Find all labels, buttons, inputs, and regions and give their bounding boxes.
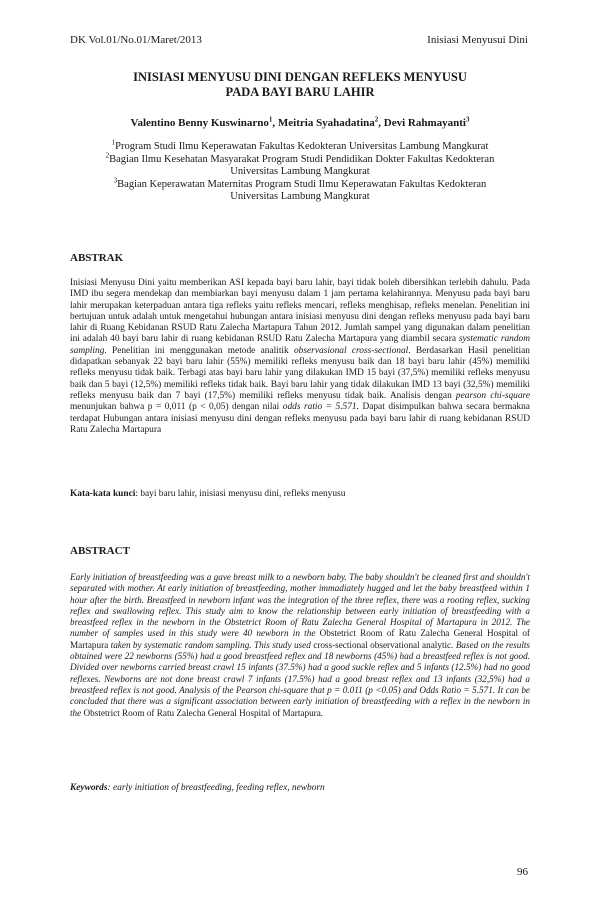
affiliation-mark: 1 — [111, 138, 116, 147]
keywords-line — [70, 783, 530, 793]
affiliation-mark: 3 — [113, 176, 118, 184]
abstrak-italic: odds ratio = 5.571. — [282, 402, 359, 413]
author-separator: , — [272, 117, 278, 129]
affiliation-text: Bagian Ilmu Kesehatan Masyarakat Program Studi Pendidikan Dokter Fakultas Kedokteran Universitas Lambung Mangkurat — [109, 153, 495, 177]
author-affil-mark: 3 — [465, 115, 470, 124]
affiliation-mark: 2 — [105, 151, 110, 159]
abstract-upright: Obstetrict Room of Ratu Zalecha General Hospital of Martapura — [83, 707, 321, 718]
author-separator: , — [378, 117, 384, 129]
abstract-text: . — [320, 707, 324, 718]
author-name: Valentino Benny Kuswinarno — [130, 117, 269, 129]
keywords-text: : early initiation of breastfeeding, feeding reflex, newborn — [107, 783, 325, 793]
abstrak-text: . Berdasarkan Hasil penelitian didapatkan sebanyak 22 bayi baru lahir (55%) memiliki refleks menyusu baik dan 18 bayi baru lahir (45%) memiliki refleks menyusu tidak baik. Terbagi atas bayi baru lahir yang dilakukan IMD 15 bayi (37,5%) memiliki refleks menyusu baik dan 5 bayi (12,5%) memiliki refleks tidak baik. Bayi baru lahir yang tidak dilakukan IMD 13 bayi (32,5%) memiliki refleks menyusu baik dan 7 bayi (17,5%) memiliki refleks menyusu tidak baik. Analisis dengan — [70, 345, 530, 401]
abstrak-text: Dapat disimpulkan bahwa secara bermakna terdapat Hubungan antara inisiasi menyusu dini dengan refleks menyusu pada bayi baru lahir di ruang kebidanan RSUD Ratu Zalecha Martapura — [70, 402, 530, 435]
affiliation-item — [70, 151, 530, 179]
abstrak-body — [70, 278, 530, 436]
author-affil-mark: 1 — [268, 115, 273, 124]
abstrak-text: . Penelitian ini menggunakan metode analitik — [104, 345, 294, 356]
kata-kunci-text: : bayi baru lahir, inisiasi menyusu dini, refleks menyusu — [135, 489, 346, 499]
affiliation-text: Program Studi Ilmu Keperawatan Fakultas Kedokteran Universitas Lambung Mangkurat — [115, 141, 489, 152]
author-name: Meitria Syahadatina — [277, 117, 375, 129]
abstract-body — [70, 572, 530, 719]
abstract-text: Early initiation of breastfeeding was a gave breast milk to a newborn baby. The baby shouldn't be cleaned first and shouldn't separated with mother. At early initiation of breastfeeding, mother immadiately hugged and let the baby breastfeed within 1 hour after the birth. Breastfeed in newborn infant was the integration of the three reflex, there was a rooting reflex, sucking reflex and swallowing reflex. This study aim to know the relationship between early initiation of breastfeeding with a breastfeed reflex in the newborn in the Obstetrict Room of Ratu Zalecha General Hospital of Martapura in 2012. The number of samples used in this study were 40 newborn in the — [70, 572, 530, 639]
affiliation-list — [70, 138, 530, 204]
title-line-2: PADA BAYI BARU LAHIR — [225, 85, 375, 99]
abstract-text: . Based on the results obtained were 22 newborns (55%) had a good breastfeed reflex and 18 newborns (45%) had a breastfeed reflex is not good. Divided over newborns carried breast crawl 15 infants (37.5%) had a good suckle reflex and 5 infants (12.5%) had no good reflexes. Newborns are not done breast crawl 7 infants (17.5%) had a good breast reflex and 13 infants (32,5%) had a breastfeed reflex is not good. Analysis of the Pearson chi-square that p = 0.011 (p <0.05) and Odds Ratio = 5.571. It can be concluded that there was a significant association between early initiation of breastfeeding with a reflex in the newborn in the — [70, 639, 530, 718]
abstrak-text: menunjukan bahwa p = 0,011 (p < 0,05) dengan nilai — [70, 402, 283, 413]
kata-kunci-label: Kata-kata kunci — [70, 489, 136, 499]
abstrak-heading: ABSTRAK — [70, 252, 124, 264]
abstrak-italic: systematic random sampling — [70, 334, 530, 356]
author-list — [70, 117, 530, 129]
title-line-1: INISIASI MENYUSU DINI DENGAN REFLEKS MENYUSU — [133, 70, 467, 84]
abstrak-italic: observasional cross-sectional — [293, 345, 409, 356]
article-title — [70, 70, 530, 100]
kata-kunci-line — [70, 489, 530, 499]
keywords-label: Keywords — [70, 783, 108, 793]
affiliation-text: Bagian Keperawatan Maternitas Program Studi Ilmu Keperawatan Fakultas Kedokteran Universitas Lambung Mangkurat — [117, 178, 487, 202]
abstract-text: taken by systematic random sampling. This study used — [108, 639, 314, 650]
author-affil-mark: 2 — [374, 115, 379, 124]
affiliation-item — [70, 176, 530, 204]
author-name: Devi Rahmayanti — [383, 117, 466, 129]
running-header-title: Inisiasi Menyusui Dini — [427, 34, 528, 46]
affiliation-item — [70, 138, 530, 154]
running-header-journal: DK Vol.01/No.01/Maret/2013 — [70, 34, 202, 46]
abstrak-text: Inisiasi Menyusu Dini yaitu memberikan ASI kepada bayi baru lahir, bayi tidak boleh dibersihkan terlebih dahulu. Pada IMD ibu segera mendekap dan membiarkan bayi menyusu dalam 1 jam pertama kelahirannya. Menyusu pada bayi baru lahir merupakan keterpaduan antara tiga refleks yaitu refleks mencari, refleks menghisap, refleks menelan. Penelitian ini bertujuan untuk adalah untuk mengetahui hubungan antara inisiasi menyusu dini dengan refleks menyusu pada bayi baru lahir di Ruang Kebidanan RSUD Ratu Zalecha Martapura Tahun 2012. Jumlah sampel yang digunakan dalam penelitian ini adalah 40 bayi baru lahir di ruang kebidanan RSUD Ratu Zalecha Martapura yang diambil secara — [70, 278, 530, 345]
abstract-upright: Obstetrict Room of Ratu Zalecha General Hospital of Martapura — [70, 628, 530, 650]
abstrak-italic: pearson chi-square — [455, 390, 530, 401]
page-number: 96 — [517, 866, 528, 878]
abstract-upright: cross-sectional observational analytic — [313, 639, 452, 650]
abstract-heading: ABSTRACT — [70, 545, 130, 557]
